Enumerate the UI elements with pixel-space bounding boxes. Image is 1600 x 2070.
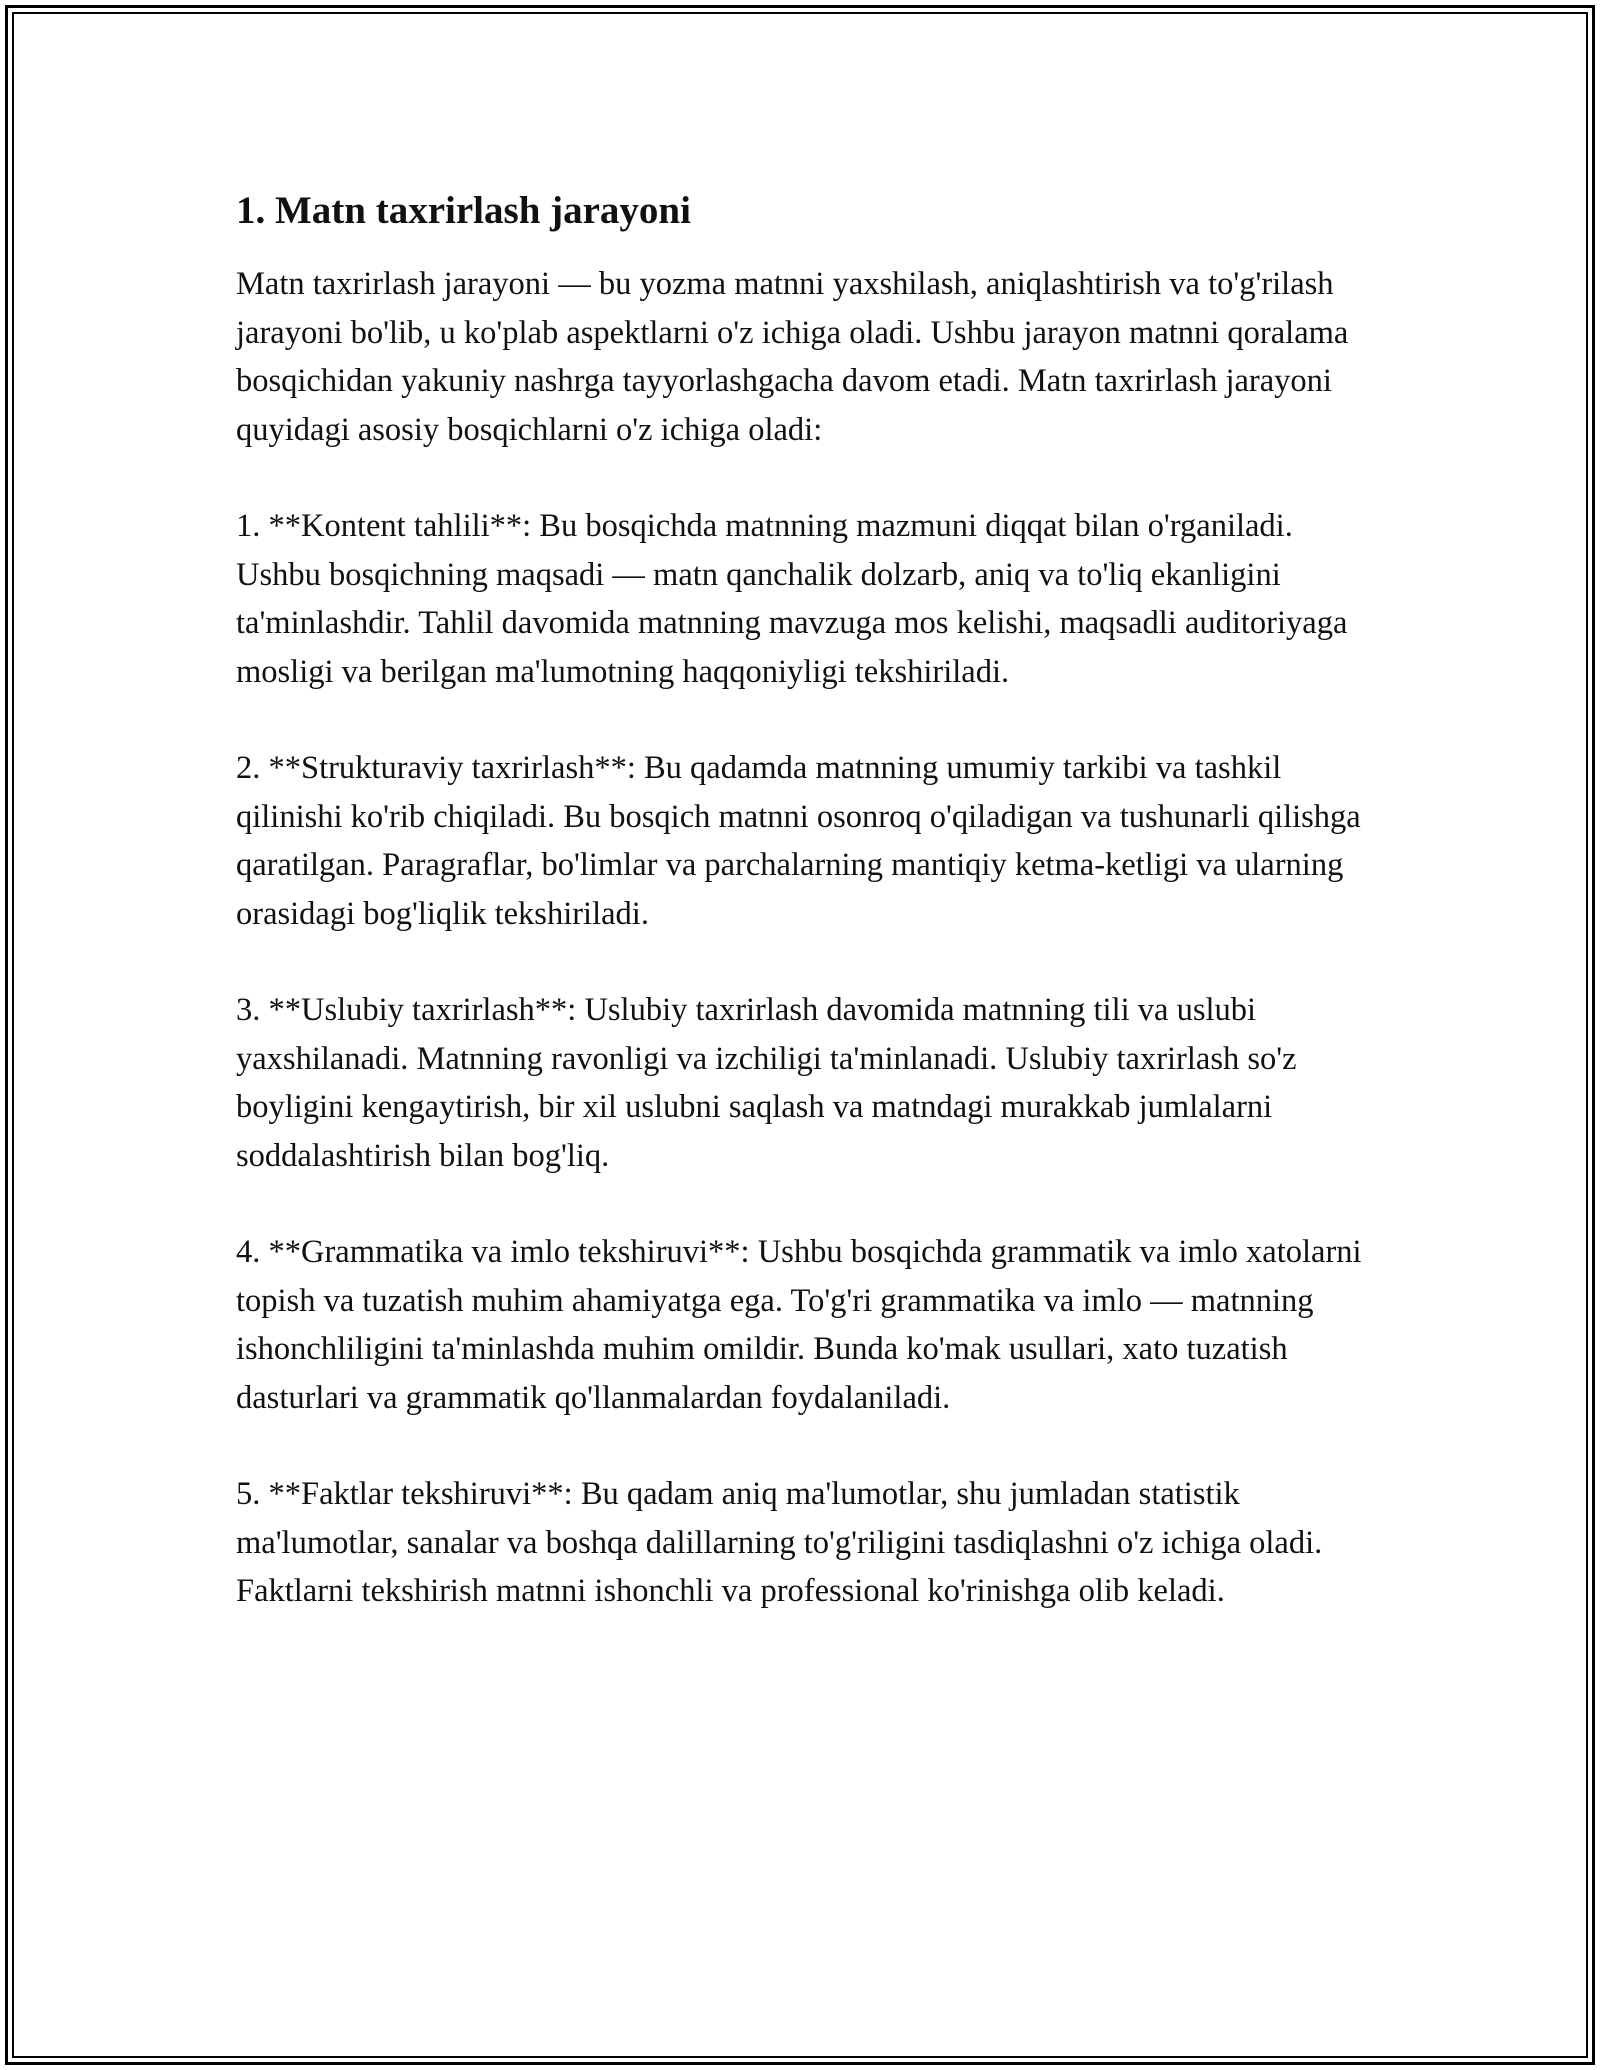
step-stylistic-editing: 3. **Uslubiy taxrirlash**: Uslubiy taxrirlash davomida matnning tili va uslubi yaxshilanadi. Matnning ravonligi va izchiligi ta'minlanadi. Uslubiy taxrirlash so'z boyligini kengaytirish, bir xil uslubni saqlash va matndagi murakkab jumlalarni soddalashtirish bilan bog'liq. <box>236 992 1297 1174</box>
section-title: 1. Matn taxrirlash jarayoni <box>236 189 691 232</box>
step-fact-check: 5. **Faktlar tekshiruvi**: Bu qadam aniq ma'lumotlar, shu jumladan statistik ma'lumotlar, sanalar va boshqa dalillarning to'g'riligini tasdiqlashni o'z ichiga oladi. Faktlarni tekshirish matnni ishonchli va professional ko'rinishga olib keladi. <box>236 1476 1323 1609</box>
intro-paragraph: Matn taxrirlash jarayoni — bu yozma matnni yaxshilash, aniqlashtirish va to'g'rilash jarayoni bo'lib, u ko'plab aspektlarni o'z ichiga oladi. Ushbu jarayon matnni qoralama bosqichidan yakuniy nashrga tayyorlashgacha davom etadi. Matn taxrirlash jarayoni quyidagi asosiy bosqichlarni o'z ichiga oladi: <box>236 266 1349 448</box>
step-structural-editing: 2. **Strukturaviy taxrirlash**: Bu qadamda matnning umumiy tarkibi va tashkil qilinishi ko'rib chiqiladi. Bu bosqich matnni osonroq o'qiladigan va tushunarli qilishga qaratilgan. Paragraflar, bo'limlar va parchalarning mantiqiy ketma-ketligi va ularning orasidagi bog'liqlik tekshiriladi. <box>236 750 1361 932</box>
document-body <box>236 186 1376 1664</box>
step-content-analysis: 1. **Kontent tahlili**: Bu bosqichda matnning mazmuni diqqat bilan o'rganiladi. Ushbu bosqichning maqsadi — matn qanchalik dolzarb, aniq va to'liq ekanligini ta'minlashdir. Tahlil davomida matnning mavzuga mos kelishi, maqsadli auditoriyaga mosligi va berilgan ma'lumotning haqqoniyligi tekshiriladi. <box>236 508 1348 690</box>
step-grammar-spelling-check: 4. **Grammatika va imlo tekshiruvi**: Ushbu bosqichda grammatik va imlo xatolarni topish va tuzatish muhim ahamiyatga ega. To'g'ri grammatika va imlo — matnning ishonchliligini ta'minlashda muhim omildir. Bunda ko'mak usullari, xato tuzatish dasturlari va grammatik qo'llanmalardan foydalaniladi. <box>236 1234 1362 1416</box>
